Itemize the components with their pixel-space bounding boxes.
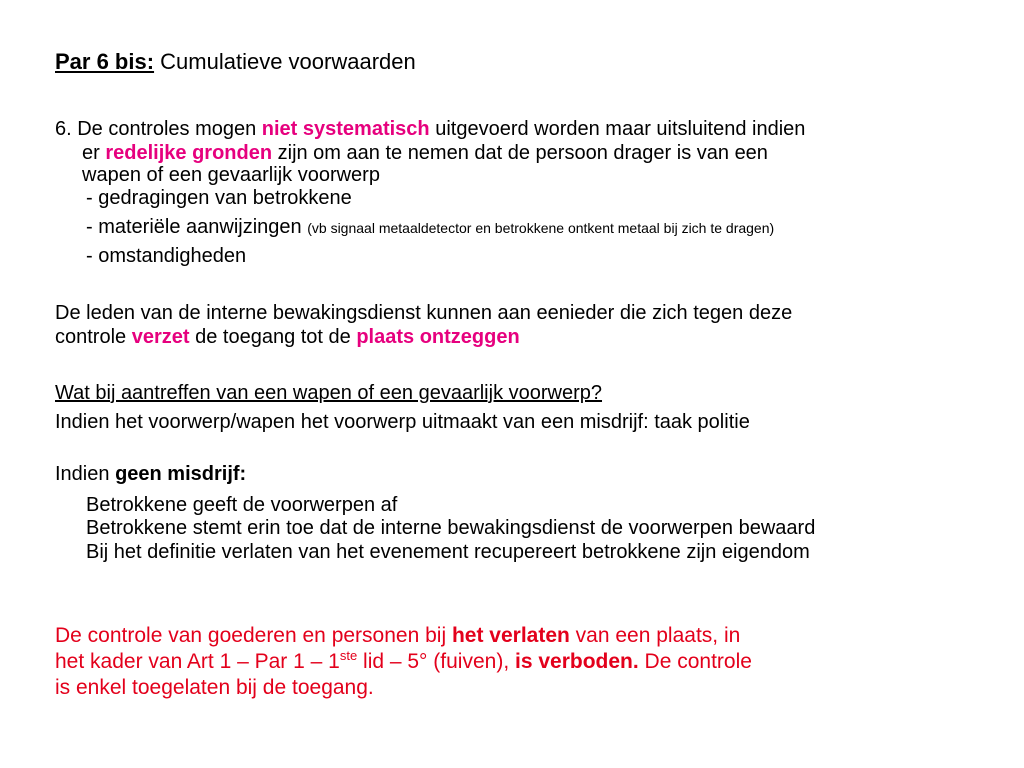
option-item: Betrokkene stemt erin toe dat de interne bewakingsdienst de voorwerpen bewaard [86,517,816,539]
closing-line3: is enkel toegelaten bij de toegang. [55,676,374,699]
item6-text: 6. De controles mogen [55,118,262,140]
sub-item-omstandigheden: - omstandigheden [86,245,247,267]
leden-text: de toegang tot de [189,326,357,348]
closing-superscript: ste [339,648,358,663]
item6-text: uitgevoerd worden maar uitsluitend indien [429,118,806,140]
sub-item-text: - materiële aanwijzingen [86,216,308,238]
closing-text: het kader van Art 1 – Par 1 – 1 [55,650,340,673]
closing-text: van een plaats, in [569,624,741,647]
closing-line1 [55,623,740,649]
geen-misdrijf-label: geen misdrijf: [115,463,247,485]
title-label: Par 6 bis: [55,49,155,74]
sub-item-note: (vb signaal metaaldetector en betrokkene ontkent metaal bij zich te dragen) [307,220,775,236]
item6-line1 [55,117,805,141]
item6-line3: wapen of een gevaarlijk voorwerp [82,164,380,186]
closing-text: De controle van goederen en personen bij [55,624,452,647]
politie-line: Indien het voorwerp/wapen het voorwerp uitmaakt van een misdrijf: taak politie [55,411,750,433]
highlight-niet-systematisch: niet systematisch [261,118,430,140]
sub-item-gedragingen: - gedragingen van betrokkene [86,187,352,209]
item6-text: er [82,142,106,164]
option-item: Bij het definitie verlaten van het evenement recupereert betrokkene zijn eigendom [86,541,810,563]
closing-line2 [55,649,752,675]
geen-text: Indien [55,463,116,485]
question-heading: Wat bij aantreffen van een wapen of een gevaarlijk voorwerp? [55,382,603,404]
item6-text: zijn om aan te nemen dat de persoon drager is van een [272,142,768,164]
closing-text: De controle [638,650,752,673]
closing-text: lid – 5° (fuiven), [357,650,515,673]
sub-item-materiele-aanwijzingen [86,215,774,240]
leden-line1: De leden van de interne bewakingsdienst kunnen aan eenieder die zich tegen deze [55,302,793,324]
closing-bold: het verlaten [451,624,570,647]
leden-line2 [55,325,520,349]
highlight-verzet: verzet [131,326,190,348]
option-item: Betrokkene geeft de voorwerpen af [86,494,398,516]
leden-text: controle [55,326,132,348]
title-text: Cumulatieve voorwaarden [154,49,416,74]
highlight-plaats-ontzeggen: plaats ontzeggen [356,326,520,348]
highlight-redelijke-gronden: redelijke gronden [105,142,273,164]
closing-bold: is verboden. [515,650,639,673]
item6-line2 [82,141,768,165]
geen-misdrijf-line [55,462,246,486]
slide-title [55,50,416,74]
